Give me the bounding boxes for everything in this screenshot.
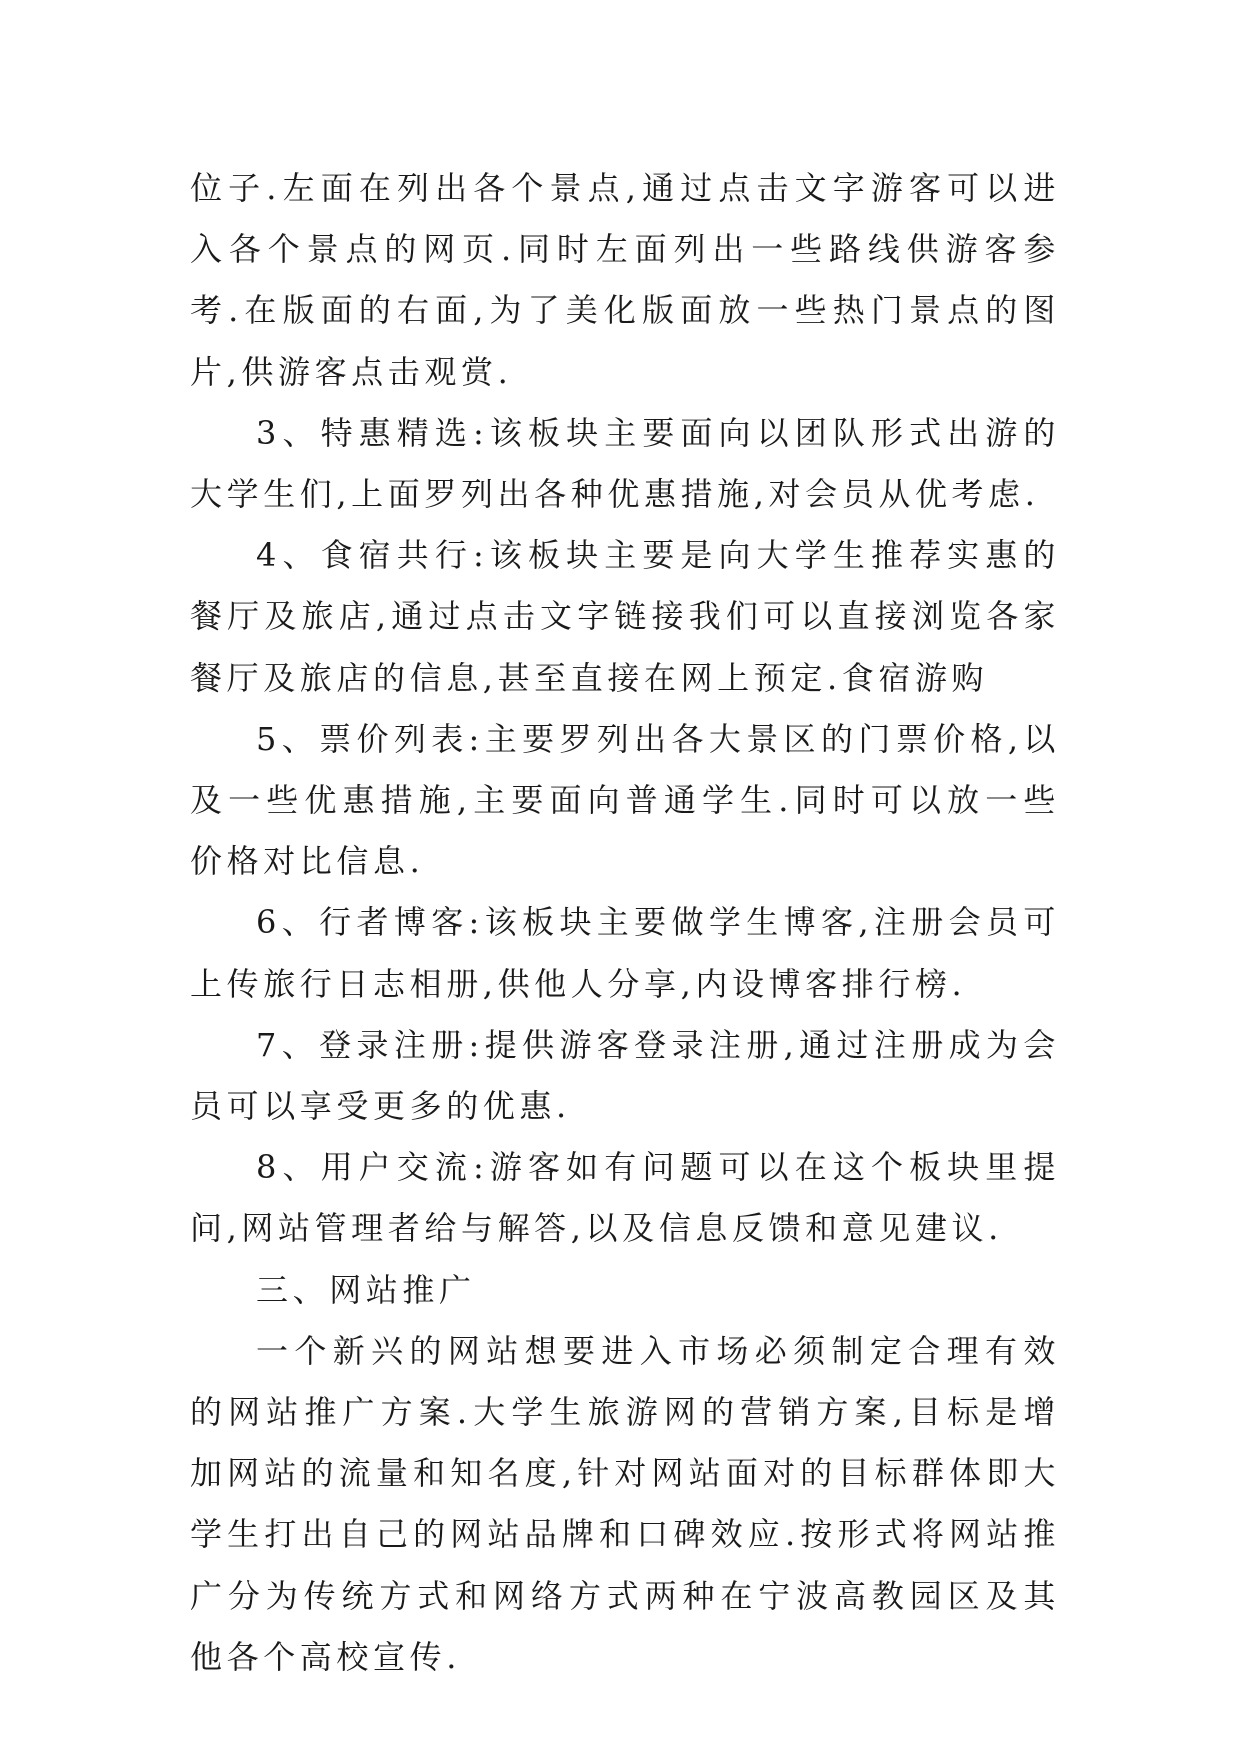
section-heading-promotion: 三、网站推广: [256, 1270, 476, 1309]
paragraph-food-lodging: 4、食宿共行:该板块主要是向大学生推荐实惠的餐厅及旅店,通过点击文字链接我们可以直接浏览各家餐厅及旅店的信息,甚至直接在网上预定.食宿游购: [190, 536, 1060, 697]
document-body: [190, 158, 1060, 1688]
paragraph-ticket-prices: 5、票价列表:主要罗列出各大景区的门票价格,以及一些优惠措施,主要面向普通学生.同时可以放一些价格对比信息.: [190, 719, 1060, 881]
paragraph-user-exchange: 8、用户交流:游客如有问题可以在这个板块里提问,网站管理者给与解答,以及信息反馈和意见建议.: [190, 1148, 1060, 1248]
paragraph-login-register: 7、登录注册:提供游客登录注册,通过注册成为会员可以享受更多的优惠.: [190, 1025, 1060, 1126]
paragraph-promotion: 一个新兴的网站想要进入市场必须制定合理有效的网站推广方案.大学生旅游网的营销方案,目标是增加网站的流量和知名度,针对网站面对的目标群体即大学生打出自己的网站品牌和口碑效应.按形式将网站推广分为传统方式和网络方式两种在宁波高教园区及其他各个高校宣传.: [190, 1331, 1060, 1676]
paragraph-continuation: 位子.左面在列出各个景点,通过点击文字游客可以进入各个景点的网页.同时左面列出一些路线供游客参考.在版面的右面,为了美化版面放一些热门景点的图片,供游客点击观赏.: [190, 169, 1060, 391]
paragraph-travel-blog: 6、行者博客:该板块主要做学生博客,注册会员可上传旅行日志相册,供他人分享,内设博客排行榜.: [190, 903, 1060, 1003]
paragraph-special-offers: 3、特惠精选:该板块主要面向以团队形式出游的大学生们,上面罗列出各种优惠措施,对会员从优考虑.: [190, 413, 1060, 514]
